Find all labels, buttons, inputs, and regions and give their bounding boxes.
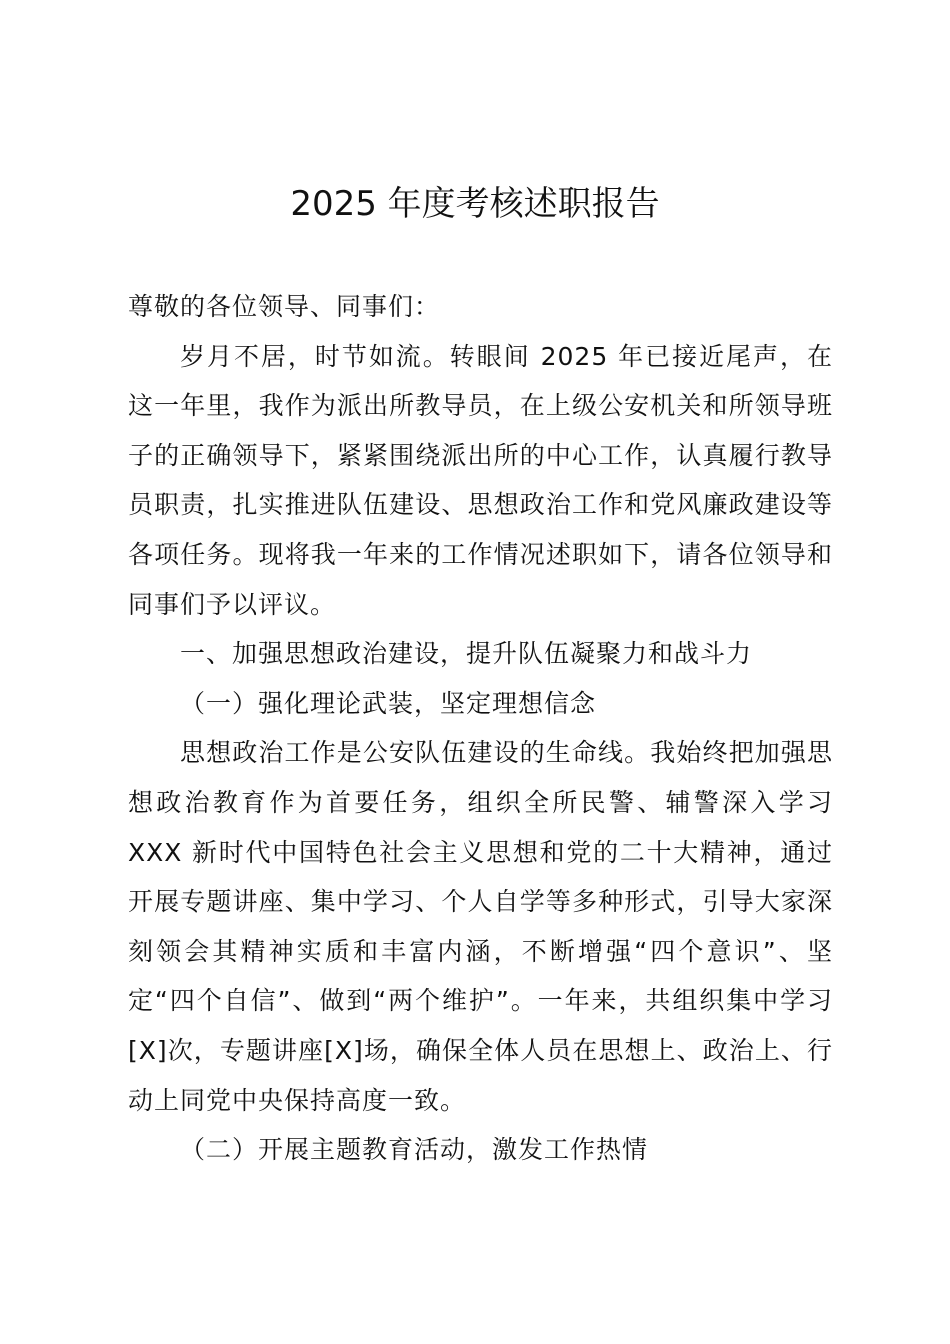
section-heading-1: 一、加强思想政治建设，提升队伍凝聚力和战斗力 xyxy=(180,639,753,669)
document-title: 2025 年度考核述职报告 xyxy=(290,184,660,224)
salutation: 尊敬的各位领导、同事们： xyxy=(128,292,441,321)
subsection-heading-2: （二）开展主题教育活动，激发工作热情 xyxy=(180,1135,649,1165)
document-body xyxy=(128,282,833,1175)
body-paragraph-1: 思想政治工作是公安队伍建设的生命线。我始终把加强思想政治教育作为首要任务，组织全所民警、辅警深入学习 XXX 新时代中国特色社会主义思想和党的二十大精神，通过开展专题讲座、集中学习、个人自学等多种形式，引导大家深刻领会其精神实质和丰富内涵，不断增强“四个意识”、坚定“四个自信”、做到“两个维护”。一年来，共组织集中学习[X]次，专题讲座[X]场，确保全体人员在思想上、政治上、行动上同党中央保持高度一致。 xyxy=(128,738,833,1115)
subsection-heading-1: （一）强化理论武装，坚定理想信念 xyxy=(180,688,597,718)
intro-paragraph: 岁月不居，时节如流。转眼间 2025 年已接近尾声，在这一年里，我作为派出所教导员，在上级公安机关和所领导班子的正确领导下，紧紧围绕派出所的中心工作，认真履行教导员职责，扎实推进队伍建设、思想政治工作和党风廉政建设等各项任务。现将我一年来的工作情况述职如下，请各位领导和同事们予以评议。 xyxy=(128,341,833,619)
